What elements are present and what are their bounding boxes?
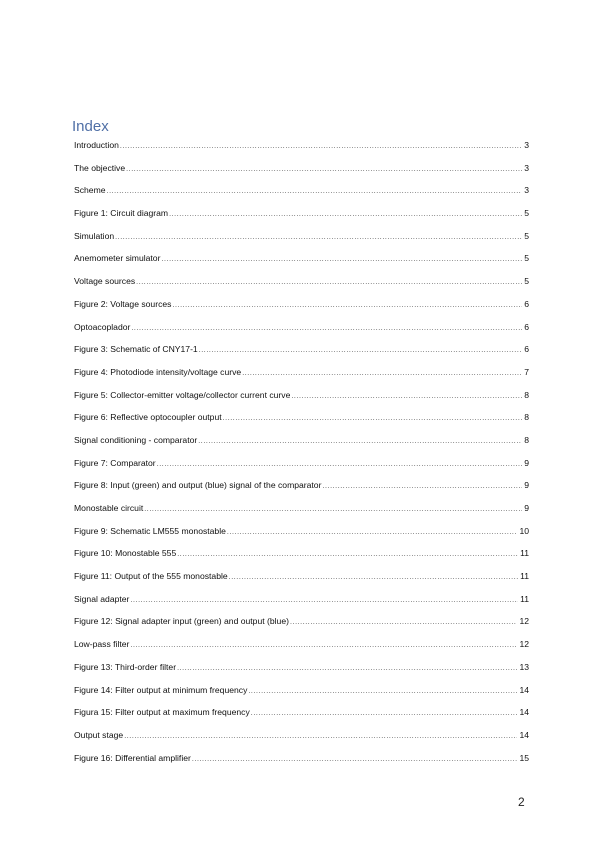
toc-entry[interactable] [74, 230, 529, 253]
toc-leader-dots [136, 277, 522, 289]
toc-entry-label: Low-pass filter [74, 639, 130, 650]
toc-entry-label: Figure 1: Circuit diagram [74, 208, 169, 219]
toc-entry-page: 9 [524, 457, 529, 468]
toc-leader-dots [291, 391, 522, 403]
index-title: Index [72, 118, 109, 135]
toc-entry[interactable] [74, 684, 529, 707]
toc-leader-dots [177, 549, 518, 561]
toc-entry-label: Figure 3: Schematic of CNY17-1 [74, 344, 198, 355]
toc-entry-page: 3 [524, 162, 529, 173]
toc-leader-dots [144, 504, 522, 516]
toc-entry[interactable] [74, 139, 529, 162]
toc-leader-dots [322, 481, 522, 493]
toc-leader-dots [130, 595, 518, 607]
toc-entry-label: Scheme [74, 185, 106, 196]
toc-entry-page: 9 [524, 480, 529, 491]
toc-entry-page: 5 [524, 208, 529, 219]
toc-entry-page: 10 [519, 525, 529, 536]
toc-entry-label: Introduction [74, 140, 119, 150]
toc-leader-dots [248, 686, 517, 698]
toc-leader-dots [177, 663, 517, 675]
toc-entry[interactable] [74, 298, 529, 321]
toc-entry[interactable] [74, 434, 529, 457]
toc-leader-dots [130, 640, 517, 652]
toc-entry-page: 15 [519, 752, 529, 763]
toc-leader-dots [120, 141, 522, 153]
toc-leader-dots [126, 164, 522, 176]
toc-entry-page: 5 [524, 276, 529, 287]
toc-leader-dots [115, 232, 522, 244]
toc-leader-dots [223, 413, 523, 425]
toc-entry[interactable] [74, 661, 529, 684]
toc-leader-dots [124, 731, 517, 743]
toc-entry[interactable] [74, 615, 529, 638]
toc-entry-page: 7 [524, 366, 529, 377]
toc-entry[interactable] [74, 207, 529, 230]
toc-entry-label: Figure 5: Collector-emitter voltage/collector current curve [74, 389, 291, 400]
toc-entry-label: Figure 11: Output of the 555 monostable [74, 571, 228, 582]
toc-entry[interactable] [74, 547, 529, 570]
toc-entry-label: Simulation [74, 230, 115, 241]
toc-entry-page: 6 [524, 298, 529, 309]
toc-entry[interactable] [74, 252, 529, 275]
toc-entry[interactable] [74, 366, 529, 389]
toc-entry-label: Figure 13: Third-order filter [74, 661, 177, 672]
table-of-contents [74, 139, 529, 774]
toc-leader-dots [199, 345, 523, 357]
toc-entry-page: 8 [524, 434, 529, 445]
toc-entry[interactable] [74, 457, 529, 480]
toc-entry-page: 3 [524, 185, 529, 196]
toc-entry[interactable] [74, 752, 529, 775]
toc-entry-label: Optoacoplador [74, 321, 131, 332]
toc-leader-dots [172, 300, 522, 312]
toc-leader-dots [229, 572, 518, 584]
toc-entry-label: Voltage sources [74, 276, 136, 287]
toc-entry-label: Figure 12: Signal adapter input (green) and output (blue) [74, 616, 289, 627]
toc-entry-label: Signal adapter [74, 593, 130, 604]
toc-entry-label: Signal conditioning - comparator [74, 434, 198, 445]
toc-leader-dots [131, 323, 522, 335]
toc-entry[interactable] [74, 638, 529, 661]
toc-entry-page: 14 [519, 707, 529, 718]
toc-entry-label: The objective [74, 162, 126, 173]
toc-entry[interactable] [74, 706, 529, 729]
toc-entry-page: 6 [524, 344, 529, 355]
toc-entry-label: Figure 16: Differential amplifier [74, 752, 191, 763]
toc-entry-page: 11 [520, 593, 529, 604]
toc-entry-page: 12 [519, 616, 529, 627]
toc-entry-label: Figure 10: Monostable 555 [74, 548, 177, 559]
toc-entry-page: 13 [519, 661, 529, 672]
toc-leader-dots [227, 527, 518, 539]
toc-entry-page: 9 [524, 503, 529, 513]
toc-entry-label: Figure 7: Comparator [74, 457, 156, 468]
toc-entry[interactable] [74, 593, 529, 616]
toc-entry[interactable] [74, 184, 529, 207]
toc-entry-page: 8 [524, 412, 529, 423]
toc-entry[interactable] [74, 275, 529, 298]
toc-leader-dots [169, 209, 522, 221]
toc-leader-dots [198, 436, 522, 448]
toc-entry-label: Monostable circuit [74, 503, 144, 513]
toc-leader-dots [107, 186, 523, 198]
toc-entry-label: Anemometer simulator [74, 253, 161, 264]
toc-entry[interactable] [74, 525, 529, 548]
toc-entry-page: 11 [520, 571, 529, 582]
toc-leader-dots [192, 754, 518, 766]
toc-entry-page: 14 [519, 684, 529, 695]
toc-entry-page: 8 [524, 389, 529, 400]
toc-entry-page: 14 [519, 729, 529, 740]
toc-entry[interactable] [74, 570, 529, 593]
toc-entry[interactable] [74, 479, 529, 502]
toc-entry-label: Figure 4: Photodiode intensity/voltage curve [74, 366, 242, 377]
toc-entry-label: Figura 15: Filter output at maximum frequency [74, 707, 250, 718]
toc-entry-label: Figure 8: Input (green) and output (blue) signal of the comparator [74, 480, 322, 491]
toc-entry-label: Figure 14: Filter output at minimum frequency [74, 684, 248, 695]
toc-leader-dots [157, 459, 523, 471]
toc-entry-page: 6 [524, 321, 529, 332]
toc-entry[interactable] [74, 162, 529, 185]
toc-entry[interactable] [74, 502, 529, 525]
toc-leader-dots [251, 708, 518, 720]
toc-leader-dots [290, 617, 517, 629]
toc-leader-dots [161, 254, 522, 266]
toc-entry-page: 11 [520, 548, 529, 559]
toc-entry[interactable] [74, 411, 529, 434]
page-number: 2 [518, 795, 525, 809]
toc-entry-page: 3 [524, 140, 529, 150]
toc-leader-dots [242, 368, 522, 380]
toc-entry[interactable] [74, 389, 529, 412]
toc-entry-page: 5 [524, 253, 529, 264]
toc-entry-label: Output stage [74, 729, 124, 740]
toc-entry[interactable] [74, 729, 529, 752]
toc-entry[interactable] [74, 321, 529, 344]
toc-entry[interactable] [74, 343, 529, 366]
toc-entry-page: 12 [519, 639, 529, 650]
toc-entry-label: Figure 6: Reflective optocoupler output [74, 412, 222, 423]
toc-entry-page: 5 [524, 230, 529, 241]
toc-entry-label: Figure 2: Voltage sources [74, 298, 172, 309]
toc-entry-label: Figure 9: Schematic LM555 monostable [74, 525, 226, 536]
